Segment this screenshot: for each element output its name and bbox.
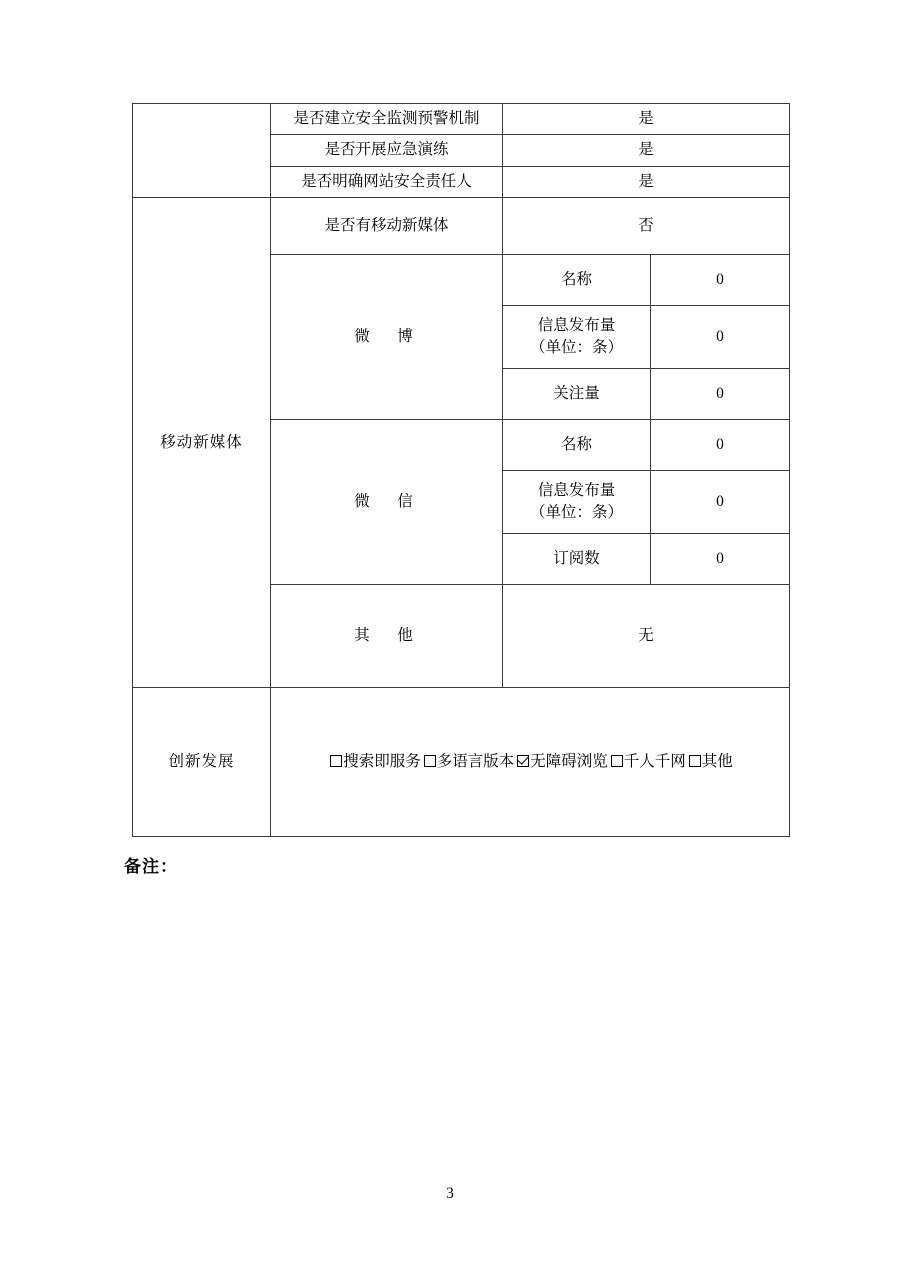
- weibo-publish-line2: （单位：条）: [529, 339, 623, 357]
- security-question-1: 是否建立安全监测预警机制: [271, 104, 503, 135]
- continued-category-cell: [133, 104, 271, 198]
- checkbox-other-icon[interactable]: [689, 755, 701, 767]
- innovation-option-4[interactable]: [608, 753, 686, 770]
- weibo-item-publish-label: [503, 306, 651, 369]
- category-mobile-new-media: 移动新媒体: [133, 198, 271, 688]
- checkbox-personalized-web-icon[interactable]: [611, 755, 623, 767]
- security-question-3: 是否明确网站安全责任人: [271, 166, 503, 197]
- weibo-item-publish-value: 0: [651, 306, 790, 369]
- weixin-publish-line2: （单位：条）: [529, 504, 623, 522]
- has-mobile-media-answer: 否: [503, 198, 790, 255]
- weixin-item-name-label: 名称: [503, 420, 651, 471]
- innovation-option-5-label: 其他: [701, 753, 733, 771]
- has-mobile-media-question: 是否有移动新媒体: [271, 198, 503, 255]
- weibo-item-name-label: 名称: [503, 255, 651, 306]
- weibo-item-followers-value: 0: [651, 369, 790, 420]
- weixin-item-subscribers-value: 0: [651, 534, 790, 585]
- remark-label: 备注：: [124, 857, 178, 876]
- weixin-item-publish-value: 0: [651, 471, 790, 534]
- checkbox-search-as-service-icon[interactable]: [330, 755, 342, 767]
- innovation-option-2-label: 多语言版本: [436, 753, 515, 771]
- government-website-form-table: [132, 103, 790, 837]
- innovation-option-2[interactable]: [421, 753, 515, 770]
- weibo-item-name-value: 0: [651, 255, 790, 306]
- innovation-checkbox-group: [277, 751, 783, 773]
- checkbox-multilingual-icon[interactable]: [424, 755, 436, 767]
- weibo-publish-line1: 信息发布量: [537, 316, 616, 334]
- weixin-item-publish-label: [503, 471, 651, 534]
- weibo-item-followers-label: 关注量: [503, 369, 651, 420]
- innovation-option-3-label: 无障碍浏览: [530, 753, 608, 771]
- innovation-option-5[interactable]: [686, 753, 733, 770]
- innovation-option-3[interactable]: [514, 753, 608, 770]
- weixin-publish-line1: 信息发布量: [537, 481, 616, 499]
- form-table-container: [132, 103, 789, 837]
- innovation-option-1-label: 搜索即服务: [343, 753, 421, 771]
- security-answer-1: 是: [503, 104, 790, 135]
- page-number: 3: [446, 1185, 454, 1202]
- other-media-label: 其 他: [271, 585, 503, 688]
- table-row: [133, 688, 790, 837]
- checkbox-accessibility-icon[interactable]: [517, 755, 529, 767]
- security-answer-3: 是: [503, 166, 790, 197]
- table-row: [133, 198, 790, 255]
- innovation-option-1[interactable]: [327, 753, 421, 770]
- security-answer-2: 是: [503, 135, 790, 166]
- weixin-item-subscribers-label: 订阅数: [503, 534, 651, 585]
- innovation-options-cell: [271, 688, 790, 837]
- category-innovation: 创新发展: [133, 688, 271, 837]
- table-row: [133, 104, 790, 135]
- innovation-option-4-label: 千人千网: [623, 753, 686, 771]
- weibo-label: 微 博: [271, 255, 503, 420]
- weixin-label: 微 信: [271, 420, 503, 585]
- other-media-value: 无: [503, 585, 790, 688]
- weixin-item-name-value: 0: [651, 420, 790, 471]
- security-question-2: 是否开展应急演练: [271, 135, 503, 166]
